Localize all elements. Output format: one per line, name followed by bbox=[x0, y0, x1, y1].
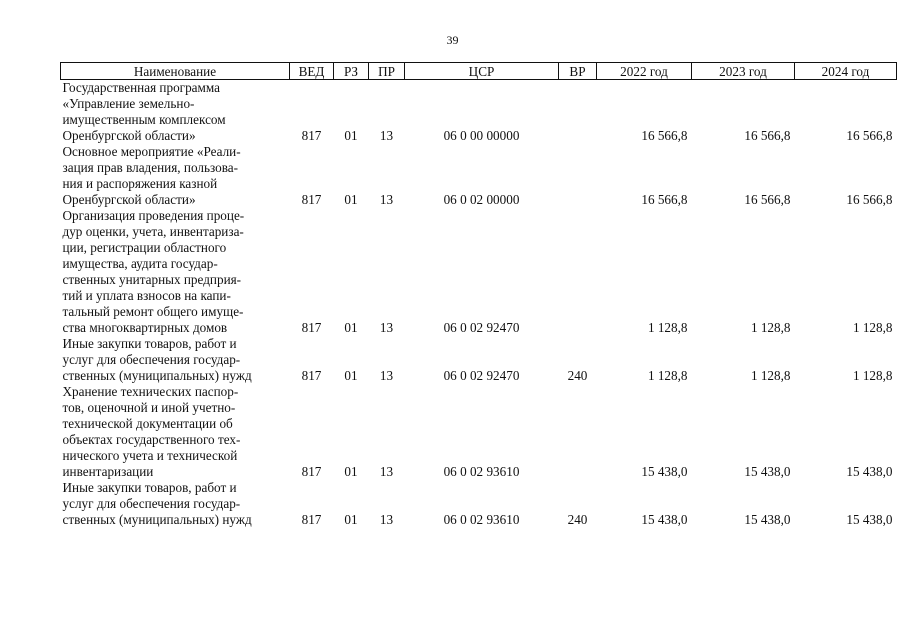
row-rz: 01 bbox=[344, 128, 358, 143]
row-2024: 16 566,8 bbox=[846, 192, 893, 207]
row-csr: 06 0 02 92470 bbox=[443, 320, 520, 335]
row-vr bbox=[559, 208, 597, 336]
row-vr: 240 bbox=[567, 368, 588, 383]
col-header-2022: 2022 год bbox=[597, 63, 692, 80]
row-2022: 16 566,8 bbox=[641, 192, 688, 207]
row-csr: 06 0 00 00000 bbox=[443, 128, 520, 143]
row-2023: 15 438,0 bbox=[744, 512, 791, 527]
table-row bbox=[61, 80, 897, 145]
row-ved: 817 bbox=[301, 320, 322, 335]
row-2023: 15 438,0 bbox=[744, 464, 791, 479]
col-header-pr: ПР bbox=[369, 63, 405, 80]
row-2022: 15 438,0 bbox=[641, 464, 688, 479]
page-number: 39 bbox=[446, 33, 459, 47]
row-rz: 01 bbox=[344, 320, 358, 335]
col-header-2023: 2023 год bbox=[692, 63, 795, 80]
row-pr: 13 bbox=[379, 128, 394, 143]
col-header-vr: ВР bbox=[559, 63, 597, 80]
row-ved: 817 bbox=[301, 128, 322, 143]
row-csr: 06 0 02 93610 bbox=[443, 464, 520, 479]
row-pr: 13 bbox=[379, 192, 394, 207]
row-2024: 15 438,0 bbox=[846, 464, 893, 479]
row-name: Иные закупки товаров, работ и услуг для обеспечения государ- ственных (муниципальных) нужд bbox=[62, 480, 252, 527]
row-pr: 13 bbox=[379, 464, 394, 479]
row-name: Основное мероприятие «Реали- зация прав владения, пользова- ния и распоряжения казной Оренбургской области» bbox=[62, 144, 241, 207]
row-2022: 1 128,8 bbox=[647, 320, 688, 335]
table-row bbox=[61, 208, 897, 336]
row-2024: 16 566,8 bbox=[846, 128, 893, 143]
col-header-2024: 2024 год bbox=[795, 63, 897, 80]
row-2023: 16 566,8 bbox=[744, 192, 791, 207]
row-ved: 817 bbox=[301, 368, 322, 383]
col-header-name: Наименование bbox=[61, 63, 290, 80]
budget-table bbox=[60, 62, 897, 528]
table-row bbox=[61, 336, 897, 384]
row-2022: 1 128,8 bbox=[647, 368, 688, 383]
row-vr bbox=[559, 384, 597, 480]
row-2022: 16 566,8 bbox=[641, 128, 688, 143]
row-csr: 06 0 02 93610 bbox=[443, 512, 520, 527]
col-header-rz: РЗ bbox=[334, 63, 369, 80]
row-rz: 01 bbox=[344, 464, 358, 479]
header-row bbox=[61, 63, 897, 80]
row-ved: 817 bbox=[301, 512, 322, 527]
row-name: Иные закупки товаров, работ и услуг для обеспечения государ- ственных (муниципальных) нужд bbox=[62, 336, 252, 383]
row-2024: 15 438,0 bbox=[846, 512, 893, 527]
row-csr: 06 0 02 92470 bbox=[443, 368, 520, 383]
row-pr: 13 bbox=[379, 368, 394, 383]
row-vr bbox=[559, 80, 597, 145]
row-ved: 817 bbox=[301, 464, 322, 479]
table-row bbox=[61, 480, 897, 528]
table-row bbox=[61, 384, 897, 480]
row-name: Государственная программа «Управление земельно- имущественным комплексом Оренбургской области» bbox=[62, 80, 226, 143]
row-pr: 13 bbox=[379, 512, 394, 527]
row-2024: 1 128,8 bbox=[852, 368, 893, 383]
row-rz: 01 bbox=[344, 512, 358, 527]
row-ved: 817 bbox=[301, 192, 322, 207]
row-2023: 16 566,8 bbox=[744, 128, 791, 143]
row-2024: 1 128,8 bbox=[852, 320, 893, 335]
row-csr: 06 0 02 00000 bbox=[443, 192, 520, 207]
row-rz: 01 bbox=[344, 368, 358, 383]
col-header-ved: ВЕД bbox=[290, 63, 334, 80]
row-name: Хранение технических паспор- тов, оценочной и иной учетно- технической документации об объектах государственного тех- нического учета и технической инвентаризации bbox=[62, 384, 241, 479]
row-2022: 15 438,0 bbox=[641, 512, 688, 527]
table-row bbox=[61, 144, 897, 208]
row-vr: 240 bbox=[567, 512, 588, 527]
col-header-csr: ЦСР bbox=[405, 63, 559, 80]
row-2023: 1 128,8 bbox=[750, 320, 791, 335]
row-rz: 01 bbox=[344, 192, 358, 207]
row-vr bbox=[559, 144, 597, 208]
row-name: Организация проведения проце- дур оценки, учета, инвентаризa- ции, регистрации областного имущества, аудита государ- ственных унитарных предприя- тий и уплата взносов на капи- тальный ремонт общего имуще- ства многоквартирных домов bbox=[62, 208, 245, 335]
row-pr: 13 bbox=[379, 320, 394, 335]
row-2023: 1 128,8 bbox=[750, 368, 791, 383]
